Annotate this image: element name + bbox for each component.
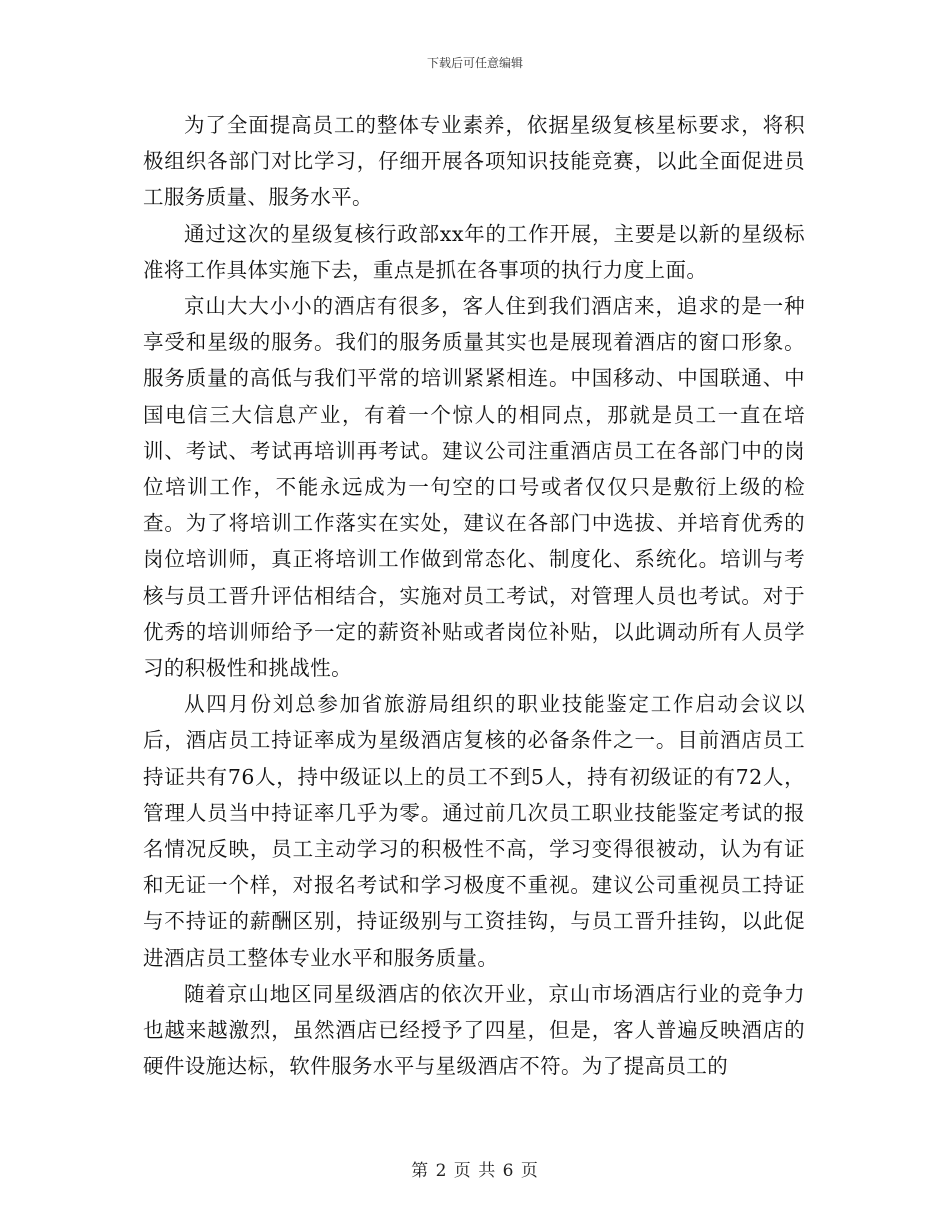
paragraph-5: 随着京山地区同星级酒店的依次开业，京山市场酒店行业的竞争力也越来越激烈，虽然酒店已经授予了四星，但是，客人普遍反映酒店的硬件设施达标，软件服务水平与星级酒店不符。为了提高员工的 [143,981,805,1079]
paragraph-1: 为了全面提高员工的整体专业素养，依据星级复核星标要求，将积极组织各部门对比学习，仔细开展各项知识技能竞赛，以此全面促进员工服务质量、服务水平。 [143,113,805,210]
paragraph-3: 京山大大小小的酒店有很多，客人住到我们酒店来，追求的是一种享受和星级的服务。我们的服务质量其实也是展现着酒店的窗口形象。服务质量的高低与我们平常的培训紧紧相连。中国移动、中国联通、中国电信三大信息产业，有着一个惊人的相同点，那就是员工一直在培训、考试、考试再培训再考试。建议公司注重酒店员工在各部门中的岗位培训工作，不能永远成为一句空的口号或者仅仅只是敷衍上级的检查。为了将培训工作落实在实处，建议在各部门中选拔、并培育优秀的岗位培训师，真正将培训工作做到常态化、制度化、系统化。培训与考核与员工晋升评估相结合，实施对员工考试，对管理人员也考试。对于优秀的培训师给予一定的薪资补贴或者岗位补贴，以此调动所有人员学习的积极性和挑战性。 [143,294,805,681]
page-header: 下载后可任意编辑 [426,56,523,70]
page-footer: 第 2 页 共 6 页 [411,1161,539,1181]
document-body [143,107,805,1084]
paragraph-4: 从四月份刘总参加省旅游局组织的职业技能鉴定工作启动会议以后，酒店员工持证率成为星级酒店复核的必备条件之一。目前酒店员工持证共有76人，持中级证以上的员工不到5人，持有初级证的有72人，管理人员当中持证率几乎为零。通过前几次员工职业技能鉴定考试的报名情况反映，员工主动学习的积极性不高，学习变得很被动，认为有证和无证一个样，对报名考试和学习极度不重视。建议公司重视员工持证与不持证的薪酬区别，持证级别与工资挂钩，与员工晋升挂钩，以此促进酒店员工整体专业水平和服务质量。 [143,692,805,970]
paragraph-2: 通过这次的星级复核行政部xx年的工作开展，主要是以新的星级标准将工作具体实施下去，重点是抓在各事项的执行力度上面。 [143,221,805,282]
